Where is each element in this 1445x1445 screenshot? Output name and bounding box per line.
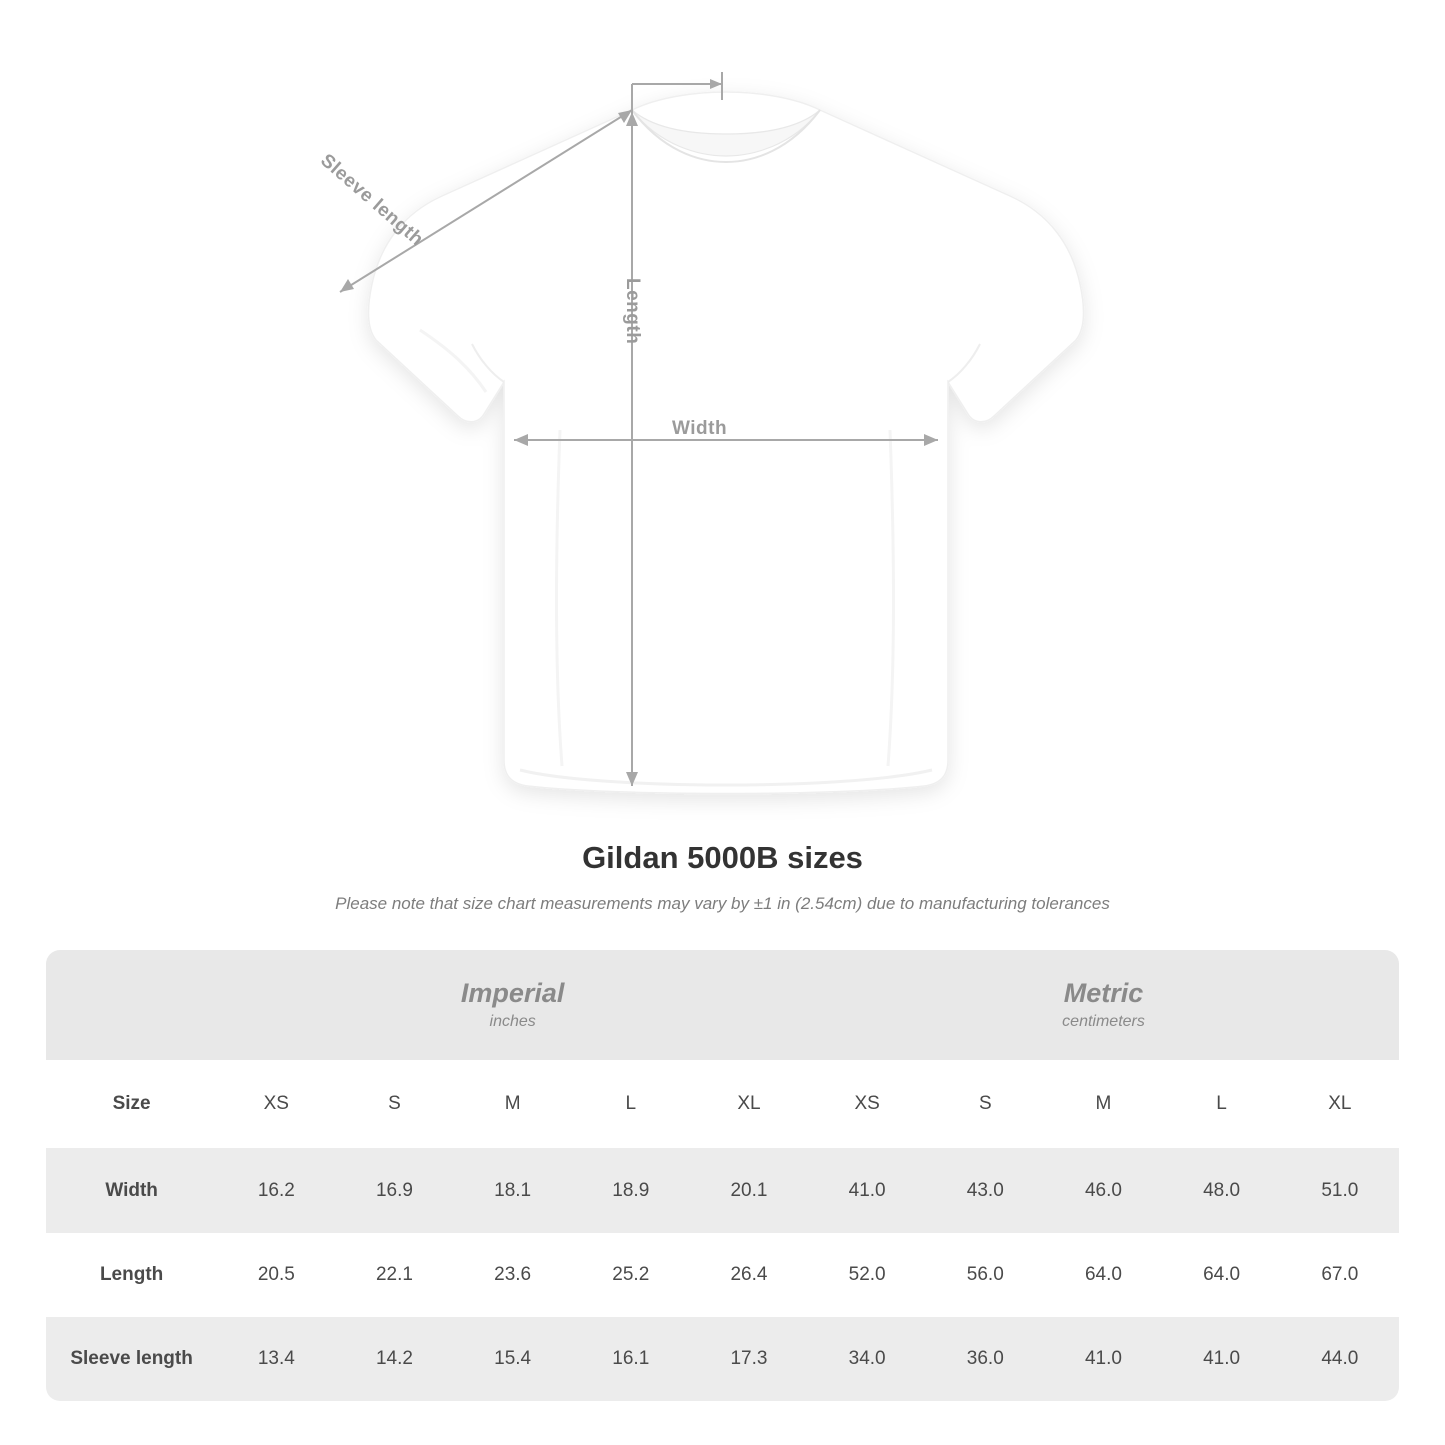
unit-system-label: Imperial xyxy=(460,977,565,1008)
table-cell: 18.1 xyxy=(454,1149,572,1234)
table-cell: 41.0 xyxy=(808,1149,926,1234)
table-row xyxy=(46,1233,1399,1317)
column-header-size: Size xyxy=(46,1060,217,1149)
column-header-size-value: M xyxy=(1044,1060,1162,1149)
unit-system-label: Metric xyxy=(1063,977,1144,1008)
unit-group-metric xyxy=(808,950,1399,1060)
table-cell: 41.0 xyxy=(1163,1317,1281,1401)
table-cell: 18.9 xyxy=(572,1149,690,1234)
table-cell: 23.6 xyxy=(454,1233,572,1317)
table-row xyxy=(46,1149,1399,1234)
table-cell: 13.4 xyxy=(217,1317,335,1401)
length-label: Length xyxy=(622,278,643,345)
table-cell: 20.5 xyxy=(217,1233,335,1317)
table-cell: 16.1 xyxy=(572,1317,690,1401)
table-cell: 16.2 xyxy=(217,1149,335,1234)
row-header-sleeve-length: Sleeve length xyxy=(46,1317,217,1401)
table-cell: 25.2 xyxy=(572,1233,690,1317)
unit-measure-label: inches xyxy=(489,1012,536,1030)
column-header-size-value: L xyxy=(572,1060,690,1149)
row-header-width: Width xyxy=(46,1149,217,1234)
table-cell: 20.1 xyxy=(690,1149,808,1234)
width-label: Width xyxy=(672,418,728,439)
size-chart-table-wrapper xyxy=(46,950,1399,1401)
table-cell: 34.0 xyxy=(808,1317,926,1401)
column-header-size-value: S xyxy=(335,1060,453,1149)
column-header-size-value: M xyxy=(454,1060,572,1149)
chart-heading xyxy=(0,840,1445,914)
table-row xyxy=(46,1317,1399,1401)
table-cell: 67.0 xyxy=(1281,1233,1399,1317)
unit-band-spacer xyxy=(46,950,217,1060)
table-cell: 64.0 xyxy=(1163,1233,1281,1317)
column-header-size-value: XL xyxy=(1281,1060,1399,1149)
page-title: Gildan 5000B sizes xyxy=(582,840,863,875)
tolerance-note: Please note that size chart measurements may vary by ±1 in (2.54cm) due to manufacturing tolerances xyxy=(335,894,1110,913)
unit-band-row xyxy=(46,950,1399,1060)
size-header-row xyxy=(46,1060,1399,1149)
table-cell: 36.0 xyxy=(926,1317,1044,1401)
table-cell: 17.3 xyxy=(690,1317,808,1401)
sleeve-length-label: Sleeve length xyxy=(316,150,428,251)
table-cell: 22.1 xyxy=(335,1233,453,1317)
table-cell: 56.0 xyxy=(926,1233,1044,1317)
row-header-length: Length xyxy=(46,1233,217,1317)
table-cell: 15.4 xyxy=(454,1317,572,1401)
column-header-size-value: S xyxy=(926,1060,1044,1149)
column-header-size-value: XS xyxy=(217,1060,335,1149)
table-cell: 14.2 xyxy=(335,1317,453,1401)
unit-group-imperial xyxy=(217,950,808,1060)
table-cell: 44.0 xyxy=(1281,1317,1399,1401)
unit-measure-label: centimeters xyxy=(1062,1012,1145,1030)
table-cell: 48.0 xyxy=(1163,1149,1281,1234)
table-cell: 51.0 xyxy=(1281,1149,1399,1234)
table-cell: 26.4 xyxy=(690,1233,808,1317)
column-header-size-value: XL xyxy=(690,1060,808,1149)
table-cell: 16.9 xyxy=(335,1149,453,1234)
column-header-size-value: XS xyxy=(808,1060,926,1149)
table-cell: 46.0 xyxy=(1044,1149,1162,1234)
table-cell: 64.0 xyxy=(1044,1233,1162,1317)
table-cell: 52.0 xyxy=(808,1233,926,1317)
column-header-size-value: L xyxy=(1163,1060,1281,1149)
table-cell: 43.0 xyxy=(926,1149,1044,1234)
size-chart-table xyxy=(46,950,1399,1401)
table-cell: 41.0 xyxy=(1044,1317,1162,1401)
